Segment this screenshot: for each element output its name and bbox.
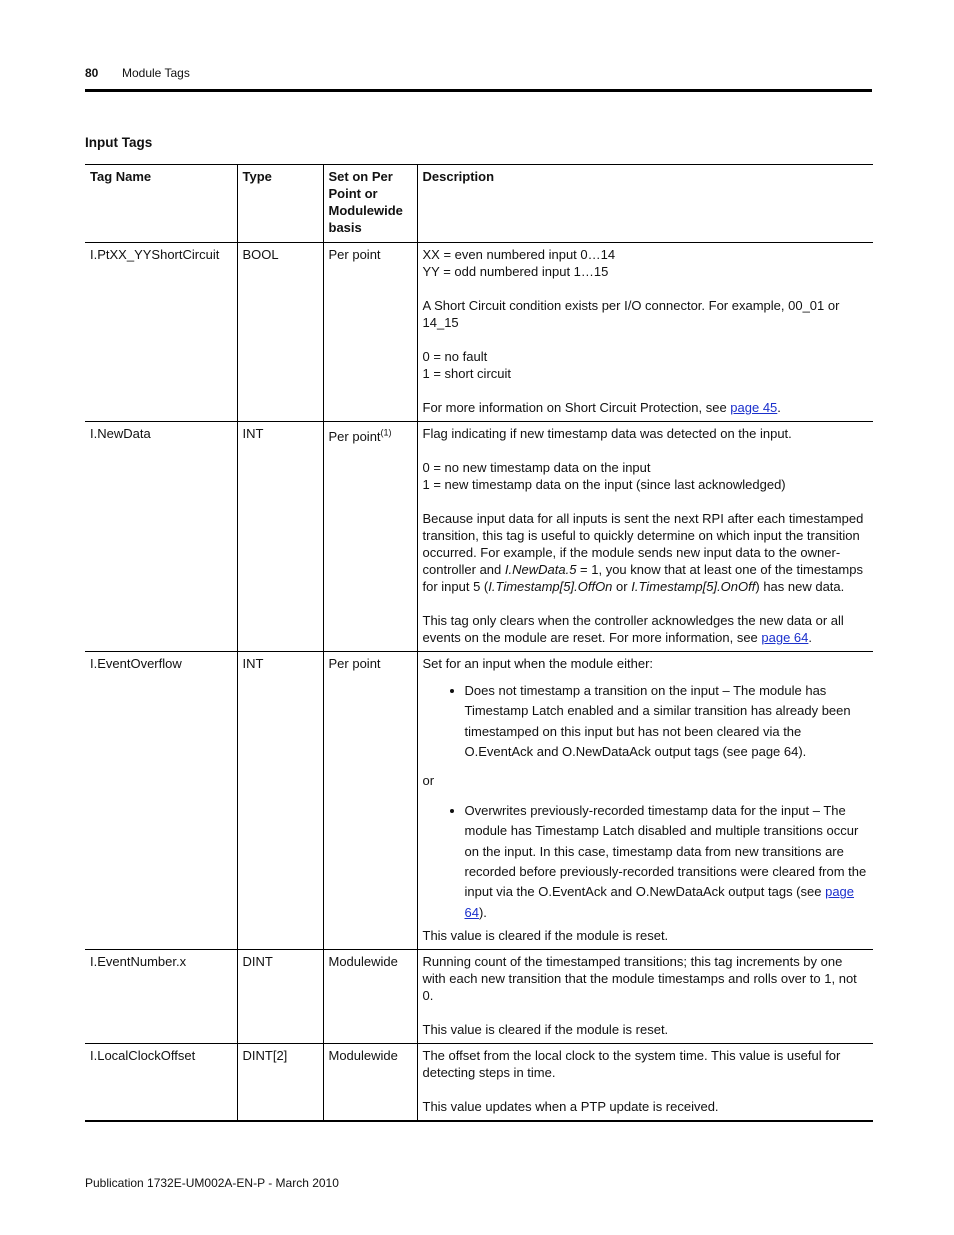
description-text: A Short Circuit condition exists per I/O connector. For example, 00_01 or 14_15 xyxy=(422,298,840,330)
column-header-type: Type xyxy=(237,165,323,243)
list-item: • Overwrites previously-recorded timestamp data for the input – The module has Timestamp Latch disabled and multiple transitions occur on the input. In this case, timestamp data from new transitions are recorded before previously-recorded transitions were cleared from the input via the O.EventAck and O.NewDataAck output tags (see page 64). xyxy=(465,801,869,923)
page-link[interactable]: page 64 xyxy=(761,630,809,645)
description-text: Set for an input when the module either: xyxy=(422,656,654,671)
description-text: Because input data for all inputs is sent the next RPI after each timestamped transition, this tag is useful to quickly determine on which input the transition occurred. For example, if the module sends new input data to the owner-controller and I.NewData.5 = 1, you know that at least one of the timestamps for input 5 (I.Timestamp[5].OffOn or I.Timestamp[5].OnOff) has new data. xyxy=(422,511,864,594)
description-text: The offset from the local clock to the system time. This value is useful for detecting steps in time. xyxy=(422,1047,841,1080)
description-text: For more information on Short Circuit Protection, see page 45. xyxy=(422,400,781,415)
description-cell xyxy=(417,1043,873,1121)
description-text: 0 = no fault 1 = short circuit xyxy=(422,349,512,381)
type-cell: DINT[2] xyxy=(237,1043,323,1121)
basis-cell: Modulewide xyxy=(323,949,417,1043)
tag-name-cell: I.EventOverflow xyxy=(90,656,182,671)
type-cell: INT xyxy=(237,652,323,950)
basis-cell: Modulewide xyxy=(323,1043,417,1121)
description-cell xyxy=(417,243,873,422)
type-cell: DINT xyxy=(237,949,323,1043)
section-title: Input Tags xyxy=(85,135,153,150)
description-text: This value is cleared if the module is reset. xyxy=(422,1021,669,1037)
bullet-list xyxy=(423,681,869,762)
column-header-basis: Set on Per Point or Modulewide basis xyxy=(323,165,417,243)
bullet-list xyxy=(423,801,869,923)
description-cell xyxy=(417,422,873,652)
list-item: • Does not timestamp a transition on the input – The module has Timestamp Latch enabled and a similar transition has already been timestamped on this input but has not been cleared via the O.EventAck and O.NewDataAck output tags (see page 64). xyxy=(465,681,869,762)
input-tags-table xyxy=(85,164,873,1122)
type-cell: BOOL xyxy=(237,243,323,422)
table-row xyxy=(85,1043,873,1121)
description-cell xyxy=(417,949,873,1043)
column-header-description: Description xyxy=(417,165,873,243)
basis-cell: Per point xyxy=(323,652,417,950)
description-cell xyxy=(417,652,873,950)
table-row xyxy=(85,652,873,950)
description-text: Flag indicating if new timestamp data was detected on the input. xyxy=(422,426,792,441)
description-text: XX = even numbered input 0…14 YY = odd numbered input 1…15 xyxy=(422,247,616,279)
type-cell: INT xyxy=(237,422,323,652)
tag-name-cell: I.PtXX_YYShortCircuit xyxy=(90,247,220,262)
basis-cell: Per point$^{(1)}$ xyxy=(323,422,417,652)
column-header-tag-name: Tag Name xyxy=(90,169,152,184)
description-text: This value is cleared if the module is reset. xyxy=(422,927,669,943)
description-text: This tag only clears when the controller acknowledges the new data or all events on the module are reset. For more information, see page 64. xyxy=(422,613,844,645)
tag-name-cell: I.NewData xyxy=(90,426,151,441)
table-header-row xyxy=(85,165,873,243)
table-row xyxy=(85,422,873,652)
page-link[interactable]: page 64 xyxy=(464,884,855,920)
table-row xyxy=(85,949,873,1043)
tag-name-cell: I.LocalClockOffset xyxy=(90,1047,196,1063)
description-text: or xyxy=(422,773,435,789)
header-rule xyxy=(85,89,872,92)
description-text: This value updates when a PTP update is received. xyxy=(422,1098,719,1114)
description-text: Running count of the timestamped transitions; this tag increments by one with each new transition that the module timestamps and rolls over to 1, not 0. xyxy=(422,953,857,1003)
page-number: 80 xyxy=(85,66,99,80)
publication-footer: Publication 1732E-UM002A-EN-P - March 2010 xyxy=(85,1176,339,1190)
basis-cell: Per point xyxy=(323,243,417,422)
running-header-title: Module Tags xyxy=(122,66,190,80)
tag-name-cell: I.EventNumber.x xyxy=(90,953,187,969)
page-link[interactable]: page 45 xyxy=(730,400,778,415)
footnote-marker: (1) xyxy=(380,427,392,438)
description-text: 0 = no new timestamp data on the input 1 = new timestamp data on the input (since last acknowledged) xyxy=(422,460,786,492)
table-row xyxy=(85,243,873,422)
